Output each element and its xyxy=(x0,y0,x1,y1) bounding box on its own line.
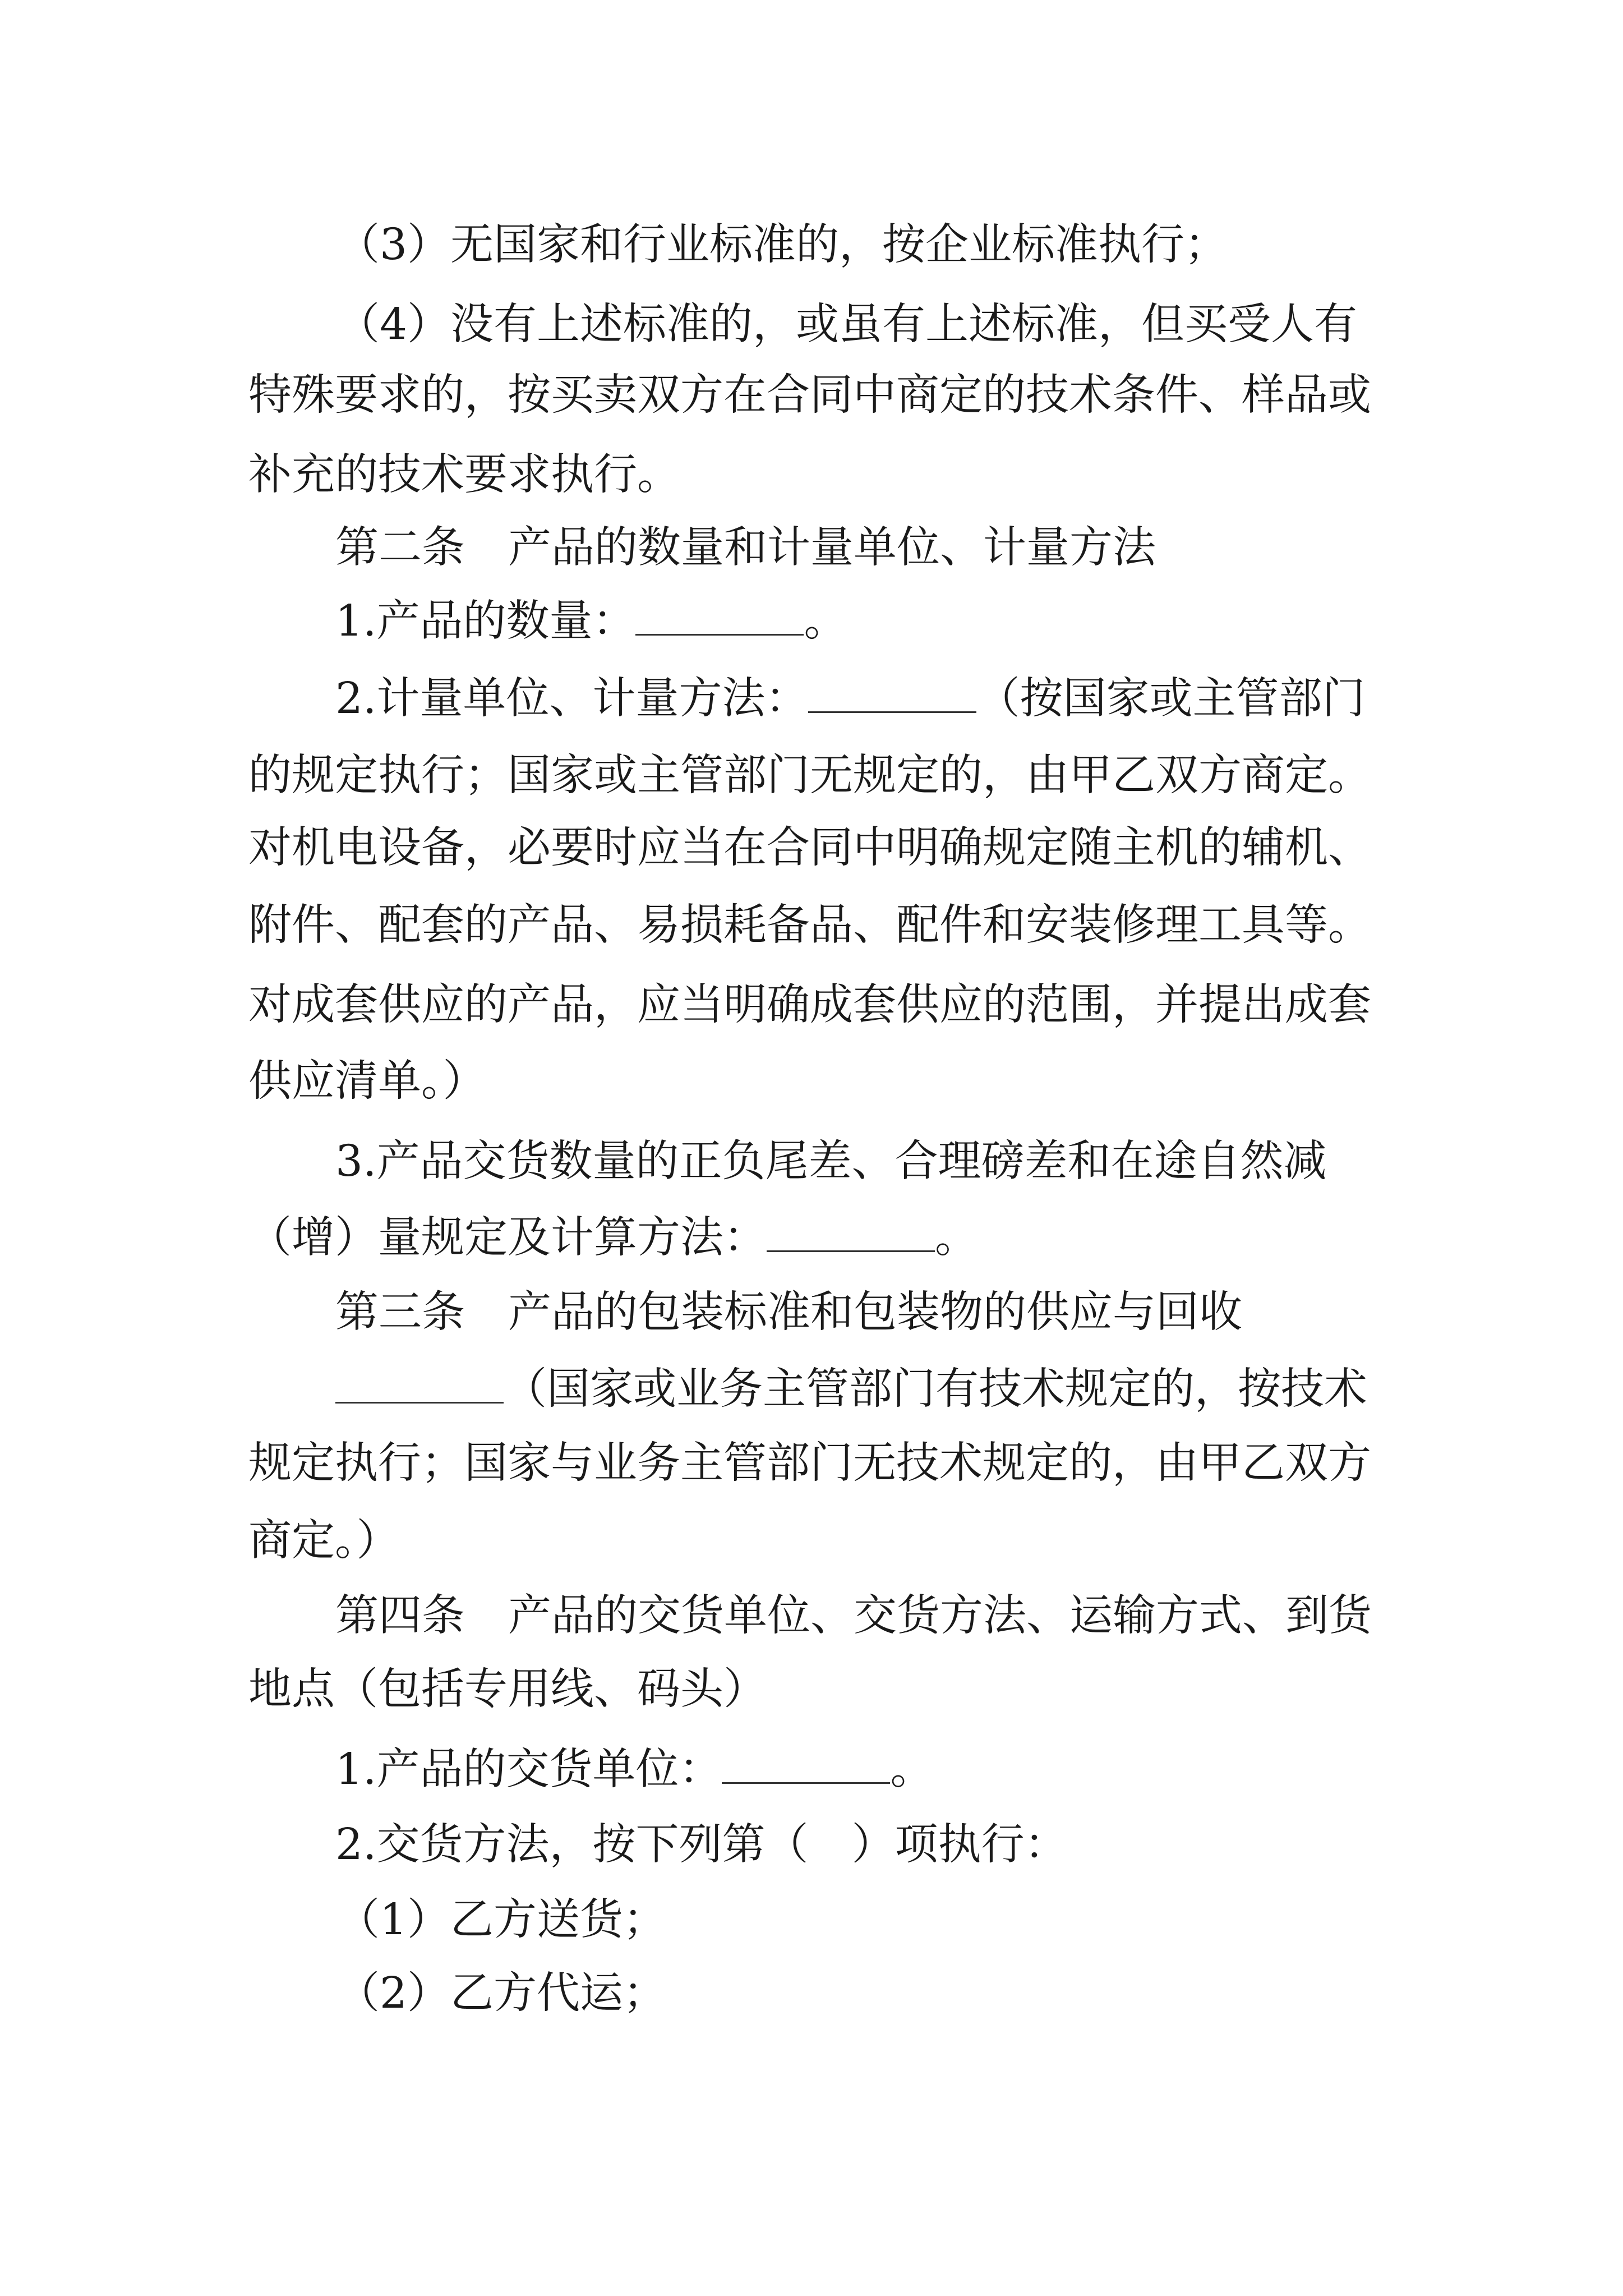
clause-line: （国家或业务主管部门有技术规定的，按技术 xyxy=(335,1361,1367,1418)
clause-line: 对成套供应的产品，应当明确成套供应的范围，并提出成套 xyxy=(248,980,1371,1030)
article-heading: 第四条 产品的交货单位、交货方法、运输方式、到货 xyxy=(335,1591,1372,1641)
article-heading: 第三条 产品的包装标准和包装物的供应与回收 xyxy=(335,1287,1242,1337)
clause-line: （2）乙方代运； xyxy=(336,1968,666,2018)
article-heading: 地点（包括专用线、码头） xyxy=(248,1664,767,1714)
fill-blank[interactable] xyxy=(722,1747,890,1784)
clause-line: 商定。） xyxy=(248,1516,400,1566)
clause-line: 2.计量单位、计量方法： （按国家或主管部门 xyxy=(335,674,1366,724)
clause-line: 1.产品的交货单位： 。 xyxy=(335,1745,934,1795)
fill-blank[interactable] xyxy=(335,1367,504,1404)
fill-blank[interactable] xyxy=(635,599,804,636)
clause-line: （1）乙方送货； xyxy=(336,1895,666,1945)
clause-line: 3.产品交货数量的正负尾差、合理磅差和在途自然减 xyxy=(335,1137,1327,1186)
clause-line: 补充的技术要求执行。 xyxy=(248,450,680,500)
clause-line: 附件、配套的产品、易损耗备品、配件和安装修理工具等。 xyxy=(248,900,1371,950)
clause-line: （4）没有上述标准的，或虽有上述标准，但买受人有 xyxy=(336,300,1357,349)
clause-line: （3）无国家和行业标准的，按企业标准执行； xyxy=(336,220,1228,270)
article-heading: 第二条 产品的数量和计量单位、计量方法 xyxy=(335,523,1156,573)
clause-line: 1.产品的数量： 。 xyxy=(335,596,847,646)
clause-line: 的规定执行；国家或主管部门无规定的，由甲乙双方商定。 xyxy=(248,751,1371,800)
clause-line: 2.交货方法，按下列第（ ）项执行： xyxy=(335,1820,1068,1870)
clause-line: 供应清单。） xyxy=(248,1056,486,1106)
fill-blank[interactable] xyxy=(767,1216,935,1252)
clause-line: （增）量规定及计算方法： 。 xyxy=(248,1213,978,1263)
clause-line: 对机电设备，必要时应当在合同中明确规定随主机的辅机、 xyxy=(248,823,1371,873)
clause-line: 特殊要求的，按买卖双方在合同中商定的技术条件、样品或 xyxy=(248,370,1371,420)
fill-blank[interactable] xyxy=(808,677,976,713)
clause-line: 规定执行；国家与业务主管部门无技术规定的，由甲乙双方 xyxy=(248,1438,1371,1488)
